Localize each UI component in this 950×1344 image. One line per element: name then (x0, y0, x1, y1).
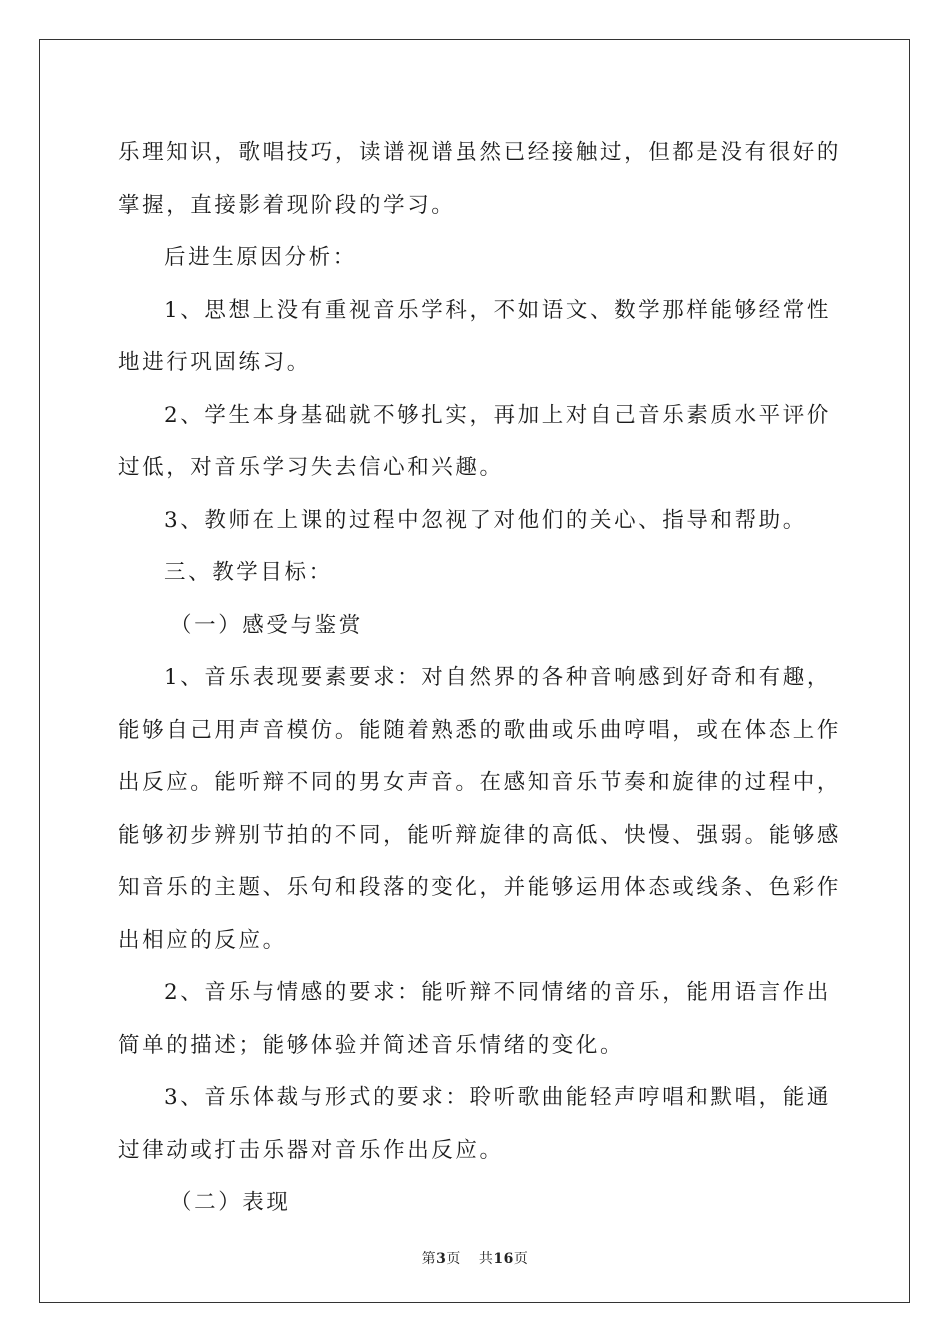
page-footer (0, 1248, 950, 1268)
text-line: 能够自己用声音模仿。能随着熟悉的歌曲或乐曲哼唱，或在体态上作 (118, 717, 842, 743)
text-line: 简单的描述；能够体验并简述音乐情绪的变化。 (118, 1032, 625, 1058)
section-heading: 三、教学目标： (164, 560, 333, 585)
subsection-heading: （二）表现 (170, 1190, 291, 1215)
text-line: 地进行巩固练习。 (118, 350, 311, 375)
text-line: 过低，对音乐学习失去信心和兴趣。 (118, 455, 504, 480)
footer-total-suffix: 页 (513, 1251, 529, 1267)
footer-total-pages: 16 (493, 1251, 514, 1267)
text-line: 掌握，直接影着现阶段的学习。 (118, 192, 456, 218)
text-line: 知音乐的主题、乐句和段落的变化，并能够运用体态或线条、色彩作 (118, 875, 842, 900)
footer-page-suffix: 页 (446, 1251, 461, 1267)
text-line: 1、音乐表现要素要求：对自然界的各种音响感到好奇和有趣， (164, 665, 831, 690)
text-line: 能够初步辨别节拍的不同，能听辩旋律的高低、快慢、强弱。能够感 (118, 822, 842, 848)
text-line: 2、学生本身基础就不够扎实，再加上对自己音乐素质水平评价 (164, 402, 831, 428)
text-line: 3、音乐体裁与形式的要求：聆听歌曲能轻声哼唱和默唱，能通 (164, 1085, 831, 1110)
footer-page-number: 3 (436, 1251, 447, 1267)
section-heading: 后进生原因分析： (164, 245, 357, 270)
text-line: 1、思想上没有重视音乐学科，不如语文、数学那样能够经常性 (164, 297, 831, 323)
footer-total-prefix: 共 (478, 1251, 494, 1267)
text-line: 过律动或打击乐器对音乐作出反应。 (118, 1137, 504, 1163)
subsection-heading: （一）感受与鉴赏 (170, 612, 363, 638)
text-line: 出反应。能听辩不同的男女声音。在感知音乐节奏和旋律的过程中， (118, 770, 842, 795)
text-line: 乐理知识，歌唱技巧，读谱视谱虽然已经接触过，但都是没有很好的 (118, 140, 842, 165)
document-body (118, 127, 842, 1230)
text-line: 出相应的反应。 (118, 927, 287, 953)
text-line: 3、教师在上课的过程中忽视了对他们的关心、指导和帮助。 (164, 507, 807, 533)
text-line: 2、音乐与情感的要求：能听辩不同情绪的音乐，能用语言作出 (164, 980, 831, 1005)
footer-page-prefix: 第 (421, 1251, 437, 1267)
